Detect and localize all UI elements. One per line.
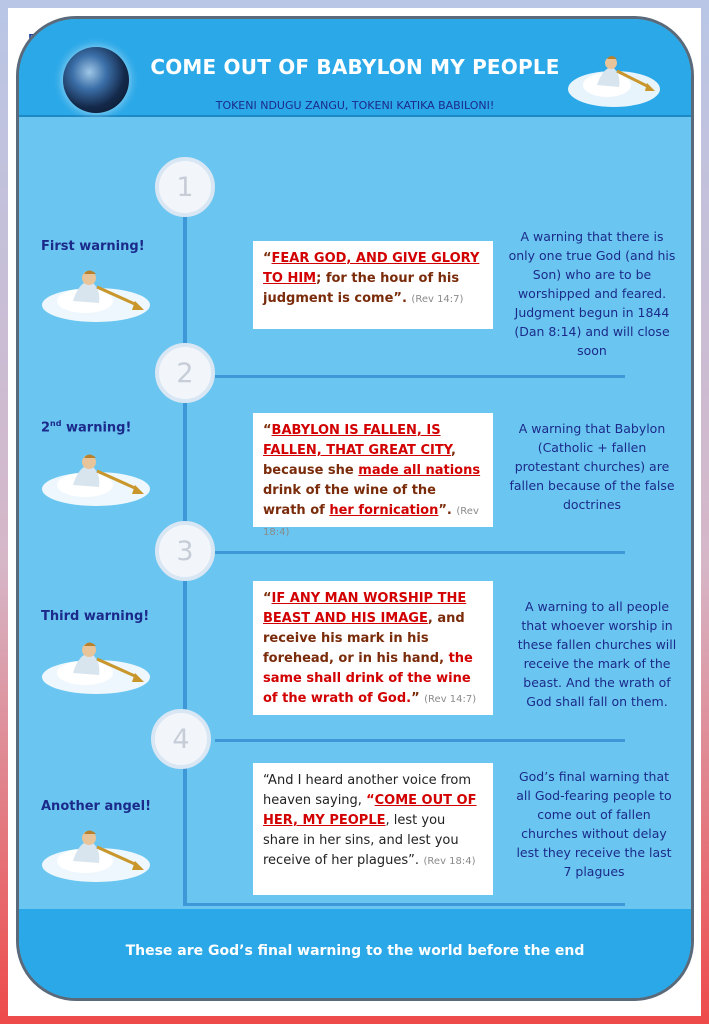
step-number: 1 (176, 171, 194, 203)
timeline-section (19, 117, 691, 909)
angel-trumpet-icon (41, 821, 151, 883)
card-text: ; for the hour of his judgment is come”. (263, 271, 460, 306)
angel-trumpet-icon (41, 445, 151, 507)
step-number: 4 (172, 723, 190, 755)
timeline-end (183, 903, 625, 906)
card-reference: (Rev 14:7) (411, 294, 464, 305)
scripture-card-2: “BABYLON IS FALLEN, IS FALLEN, THAT GREAT CITY, because she made all nations drink of the wine of the wrath of her fornication”. (Rev 18:4) (253, 413, 493, 527)
angel-trumpet-icon (41, 261, 151, 323)
page-subtitle: TOKENI NDUGU ZANGU, TOKENI KATIKA BABILONI! (215, 99, 495, 112)
header (19, 19, 691, 117)
angel-trumpet-icon (41, 633, 151, 695)
step-number: 2 (176, 357, 194, 389)
warning-note-1: A warning that there is only one true God (and his Son) who are to be worshipped and feared. Judgment begun in 1844 (Dan 8:14) and will close soon (508, 229, 676, 358)
step-1-circle (155, 157, 215, 217)
scripture-card-4: “And I heard another voice from heaven saying, “COME OUT OF HER, MY PEOPLE, lest you share in her sins, and lest you receive of her plagues”. (Rev 18:4) (253, 763, 493, 895)
page-title: COME OUT OF BABYLON MY PEOPLE (150, 55, 560, 79)
card-reference: (Rev 18:4) (423, 856, 476, 867)
warning-note-4: God’s final warning that all God-fearing people to come out of fallen churches without delay lest they receive the last 7 plagues (516, 769, 672, 879)
scripture-card-1: “FEAR GOD, AND GIVE GLORY TO HIM; for the hour of his judgment is come”. (Rev 14:7) (253, 241, 493, 329)
angel-trumpet-icon (567, 45, 661, 109)
step-4-connector (215, 739, 625, 742)
warning-label-1: First warning! (41, 239, 145, 254)
step-2-circle (155, 343, 215, 403)
card-reference: (Rev 14:7) (424, 694, 477, 705)
warning-note-3: A warning to all people that whoever worship in these fallen churches will receive the mark of the beast. And the wrath of God shall fall on them. (517, 599, 677, 709)
main-panel (16, 16, 694, 1001)
card-emphasis: FEAR GOD, AND GIVE GLORY TO HIM (263, 251, 480, 286)
scripture-card-3: “IF ANY MAN WORSHIP THE BEAST AND HIS IMAGE, and receive his mark in his forehead, or in his hand, the same shall drink of the wine of the wrath of God.” (Rev 14:7) (253, 581, 493, 715)
warning-label-4: Another angel! (41, 799, 152, 814)
warning-label-3: Third warning! (41, 609, 150, 624)
step-3-circle (155, 521, 215, 581)
footer (19, 909, 691, 1001)
step-4-circle (151, 709, 211, 769)
step-number: 3 (176, 535, 194, 567)
warning-label-2: 2nd warning! (41, 419, 132, 436)
step-3-connector (215, 551, 625, 554)
footer-text: These are God’s final warning to the world before the end (125, 943, 585, 959)
step-2-connector (215, 375, 625, 378)
card-reference: (Rev 18:4) (263, 506, 479, 538)
warning-note-2: A warning that Babylon (Catholic + fallen protestant churches) are fallen because of the false doctrines (509, 421, 675, 512)
